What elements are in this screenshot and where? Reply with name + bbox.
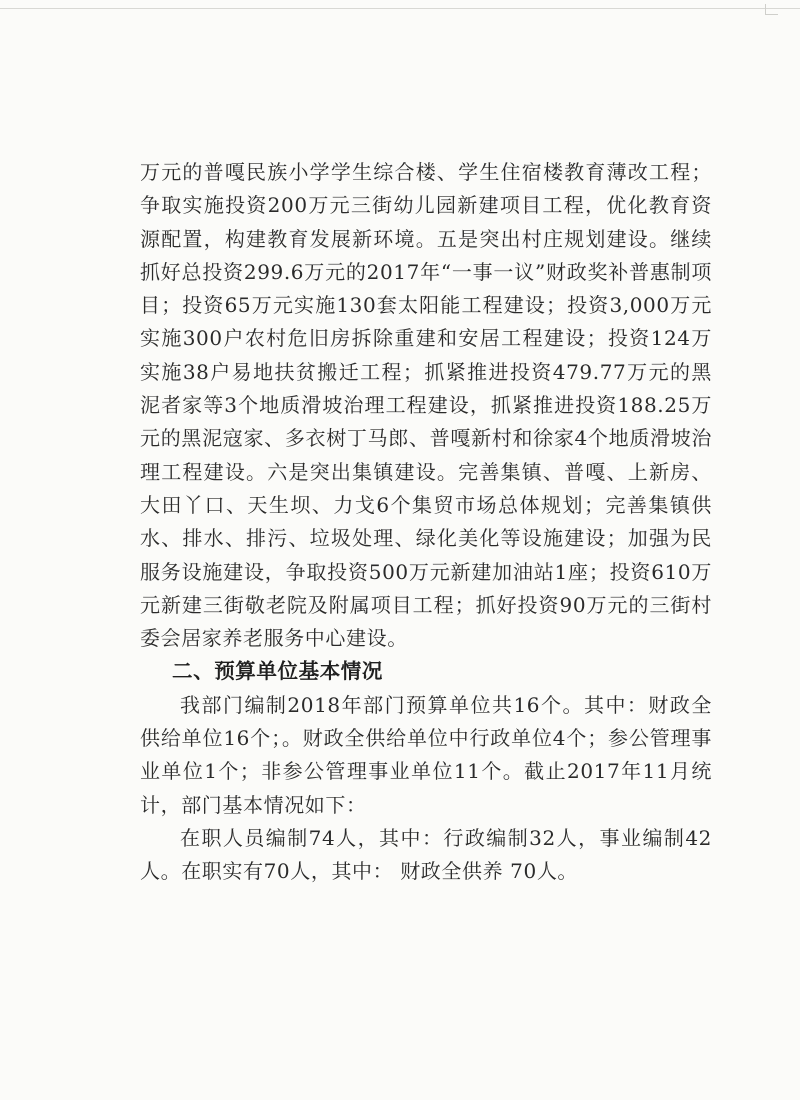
paragraph-staff: 在职人员编制74人，其中：行政编制32人，事业编制42人。在职实有70人，其中： 财政全供养 70人。 <box>140 825 712 884</box>
section-heading: 二、预算单位基本情况 <box>172 659 383 684</box>
paragraph-continued: 万元的普嘎民族小学学生综合楼、学生住宿楼教育薄改工程；争取实施投资200万元三街幼儿园新建项目工程，优化教育资源配置，构建教育发展新环境。五是突出村庄规划建设。继续抓好总投资299.6万元的2017年“一事一议”财政奖补普惠制项目；投资65万元实施130套太阳能工程建设；投资3,000万元实施300户农村危旧房拆除重建和安居工程建设；投资124万实施38户易地扶贫搬迁工程；抓紧推进投资479.77万元的黑泥者家等3个地质滑坡治理工程建设，抓紧推进投资188.25万元的黑泥寇家、多衣树丁马郎、普嘎新村和徐家4个地质滑坡治理工程建设。六是突出集镇建设。完善集镇、普嘎、上新房、大田丫口、天生坝、力戈6个集贸市场总体规划；完善集镇供水、排水、排污、垃圾处理、绿化美化等设施建设；加强为民服务设施建设，争取投资500万元新建加油站1座；投资610万元新建三街敬老院及附属项目工程；抓好投资90万元的三街村委会居家养老服务中心建设。 <box>140 160 712 651</box>
scan-edge-line <box>0 8 800 9</box>
paragraph-budget-units: 我部门编制2018年部门预算单位共16个。其中：财政全供给单位16个；。财政全供给单位中行政单位4个；参公管理事业单位1个；非参公管理事业单位11个。截止2017年11月统计，部门基本情况如下： <box>140 692 712 817</box>
scan-corner-mark <box>765 4 778 15</box>
document-body <box>140 156 712 889</box>
